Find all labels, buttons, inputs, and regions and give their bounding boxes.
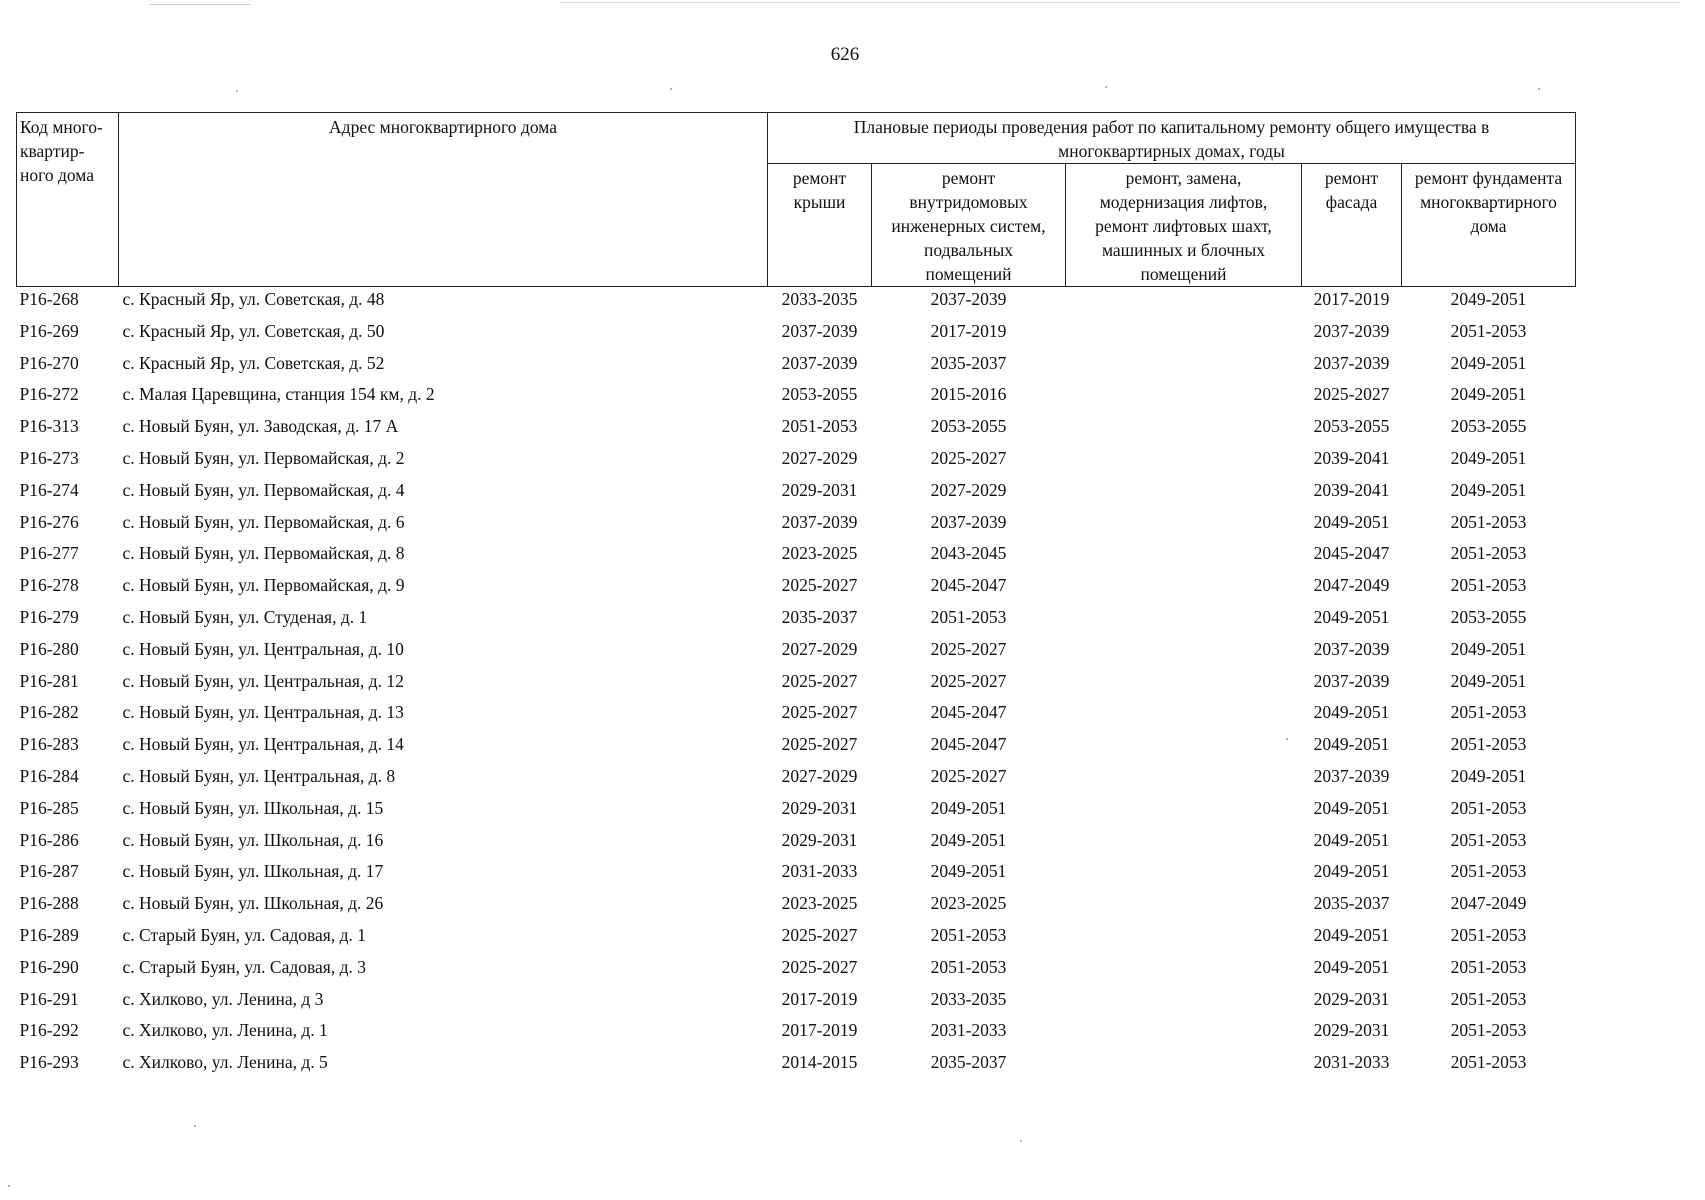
cell-code: P16-288	[19, 893, 79, 914]
table-row	[17, 382, 1576, 414]
cell-code: P16-281	[19, 670, 79, 691]
cell-address: с. Новый Буян, ул. Первомайская, д. 9	[122, 575, 405, 596]
cell-engineering: 2051-2053	[930, 956, 1007, 977]
cell-elevators	[1066, 573, 1302, 605]
cell-foundation: 2051-2053	[1450, 797, 1527, 818]
cell-code: P16-283	[19, 734, 79, 755]
cell-code: P16-276	[19, 511, 79, 532]
cell-foundation: 2051-2053	[1450, 511, 1527, 532]
cell-roof: 2037-2039	[781, 352, 858, 373]
cell-roof: 2023-2025	[781, 893, 858, 914]
cell-engineering: 2025-2027	[930, 447, 1007, 468]
cell-foundation: 2051-2053	[1450, 575, 1527, 596]
cell-engineering: 2049-2051	[930, 797, 1007, 818]
cell-code: P16-287	[19, 861, 79, 882]
cell-foundation: 2053-2055	[1450, 416, 1527, 437]
cell-foundation: 2051-2053	[1450, 829, 1527, 850]
cell-roof: 2027-2029	[781, 447, 858, 468]
cell-elevators	[1066, 923, 1302, 955]
cell-foundation: 2049-2051	[1450, 384, 1527, 405]
cell-engineering: 2049-2051	[930, 829, 1007, 850]
cell-roof: 2025-2027	[781, 734, 858, 755]
cell-code: P16-280	[19, 638, 79, 659]
cell-code: P16-291	[19, 988, 79, 1009]
cell-engineering: 2037-2039	[930, 289, 1007, 309]
cell-foundation: 2051-2053	[1450, 320, 1527, 341]
cell-roof: 2025-2027	[781, 702, 858, 723]
cell-foundation: 2051-2053	[1450, 1020, 1527, 1041]
cell-address: с. Новый Буян, ул. Школьная, д. 26	[122, 893, 384, 914]
table-row	[17, 414, 1576, 446]
cell-engineering: 2025-2027	[930, 765, 1007, 786]
cell-address: с. Старый Буян, ул. Садовая, д. 1	[122, 924, 366, 945]
cell-address: с. Новый Буян, ул. Центральная, д. 13	[122, 702, 404, 723]
cell-code: P16-277	[19, 543, 79, 564]
cell-engineering: 2017-2019	[930, 320, 1007, 341]
cell-engineering: 2033-2035	[930, 988, 1007, 1009]
scan-artifact-line	[150, 4, 250, 5]
cell-roof: 2029-2031	[781, 479, 858, 500]
cell-facade: 2039-2041	[1313, 479, 1390, 500]
scan-artifact-line	[560, 2, 1680, 3]
table-row	[17, 700, 1576, 732]
cell-engineering: 2045-2047	[930, 734, 1007, 755]
cell-facade: 2025-2027	[1313, 384, 1390, 405]
cell-address: с. Новый Буян, ул. Первомайская, д. 6	[122, 511, 405, 532]
table-row	[17, 637, 1576, 669]
scan-speck	[194, 1125, 196, 1127]
cell-roof: 2025-2027	[781, 575, 858, 596]
cell-roof: 2029-2031	[781, 829, 858, 850]
cell-code: P16-284	[19, 765, 79, 786]
scan-speck	[1020, 1140, 1022, 1142]
cell-engineering: 2015-2016	[930, 384, 1007, 405]
cell-elevators	[1066, 764, 1302, 796]
cell-elevators	[1066, 987, 1302, 1019]
cell-elevators	[1066, 828, 1302, 860]
cell-elevators	[1066, 478, 1302, 510]
cell-code: P16-286	[19, 829, 79, 850]
scan-speck	[236, 90, 238, 92]
cell-address: с. Новый Буян, ул. Центральная, д. 8	[122, 765, 396, 786]
cell-foundation: 2051-2053	[1450, 956, 1527, 977]
header-roof: ремонт крыши	[768, 164, 872, 287]
cell-address: с. Новый Буян, ул. Школьная, д. 15	[122, 797, 384, 818]
cell-elevators	[1066, 1018, 1302, 1050]
cell-facade: 2037-2039	[1313, 320, 1390, 341]
cell-facade: 2045-2047	[1313, 543, 1390, 564]
cell-elevators	[1066, 859, 1302, 891]
cell-roof: 2029-2031	[781, 797, 858, 818]
cell-roof: 2027-2029	[781, 638, 858, 659]
capital-repair-schedule-table	[16, 112, 1576, 1082]
cell-roof: 2031-2033	[781, 861, 858, 882]
cell-roof: 2025-2027	[781, 956, 858, 977]
cell-facade: 2049-2051	[1313, 606, 1390, 627]
cell-elevators	[1066, 955, 1302, 987]
cell-engineering: 2035-2037	[930, 352, 1007, 373]
table-row	[17, 764, 1576, 796]
cell-code: P16-268	[19, 289, 79, 309]
cell-facade: 2035-2037	[1313, 893, 1390, 914]
table-row	[17, 446, 1576, 478]
table-header	[17, 113, 1576, 287]
header-engineering: ремонт внутридомовых инженерных систем, подвальных помещений	[872, 164, 1066, 287]
cell-roof: 2053-2055	[781, 384, 858, 405]
cell-elevators	[1066, 732, 1302, 764]
cell-elevators	[1066, 1050, 1302, 1082]
cell-address: с. Хилково, ул. Ленина, д. 1	[122, 1020, 328, 1041]
cell-address: с. Новый Буян, ул. Школьная, д. 16	[122, 829, 384, 850]
cell-foundation: 2049-2051	[1450, 765, 1527, 786]
cell-facade: 2017-2019	[1313, 289, 1390, 309]
cell-code: P16-273	[19, 447, 79, 468]
cell-address: с. Хилково, ул. Ленина, д 3	[122, 988, 324, 1009]
scan-speck	[8, 1185, 10, 1187]
cell-address: с. Новый Буян, ул. Заводская, д. 17 А	[122, 416, 399, 437]
cell-facade: 2053-2055	[1313, 416, 1390, 437]
cell-address: с. Хилково, ул. Ленина, д. 5	[122, 1052, 328, 1073]
cell-elevators	[1066, 287, 1302, 319]
cell-facade: 2037-2039	[1313, 670, 1390, 691]
cell-address: с. Красный Яр, ул. Советская, д. 50	[122, 320, 385, 341]
cell-elevators	[1066, 669, 1302, 701]
cell-facade: 2049-2051	[1313, 829, 1390, 850]
cell-address: с. Новый Буян, ул. Студеная, д. 1	[122, 606, 368, 627]
table-row	[17, 891, 1576, 923]
cell-roof: 2051-2053	[781, 416, 858, 437]
cell-roof: 2023-2025	[781, 543, 858, 564]
cell-foundation: 2051-2053	[1450, 702, 1527, 723]
table-row	[17, 1050, 1576, 1082]
cell-foundation: 2049-2051	[1450, 479, 1527, 500]
header-foundation: ремонт фундамента многоквартирного дома	[1402, 164, 1576, 287]
cell-address: с. Новый Буян, ул. Школьная, д. 17	[122, 861, 384, 882]
cell-roof: 2037-2039	[781, 511, 858, 532]
cell-engineering: 2027-2029	[930, 479, 1007, 500]
cell-elevators	[1066, 637, 1302, 669]
scan-speck	[1286, 738, 1288, 740]
header-address: Адрес многоквартирного дома	[119, 113, 768, 287]
cell-foundation: 2051-2053	[1450, 1052, 1527, 1073]
cell-address: с. Новый Буян, ул. Первомайская, д. 4	[122, 479, 405, 500]
table-row	[17, 987, 1576, 1019]
cell-code: P16-292	[19, 1020, 79, 1041]
cell-facade: 2031-2033	[1313, 1052, 1390, 1073]
cell-foundation: 2051-2053	[1450, 543, 1527, 564]
page-number: 626	[830, 44, 860, 65]
cell-elevators	[1066, 700, 1302, 732]
cell-foundation: 2053-2055	[1450, 606, 1527, 627]
table-row	[17, 478, 1576, 510]
cell-engineering: 2051-2053	[930, 606, 1007, 627]
table-row	[17, 859, 1576, 891]
cell-code: P16-285	[19, 797, 79, 818]
table-row	[17, 955, 1576, 987]
cell-engineering: 2031-2033	[930, 1020, 1007, 1041]
table-row	[17, 510, 1576, 542]
scan-speck	[1538, 88, 1540, 90]
cell-roof: 2017-2019	[781, 988, 858, 1009]
cell-address: с. Красный Яр, ул. Советская, д. 48	[122, 289, 385, 309]
cell-facade: 2049-2051	[1313, 861, 1390, 882]
cell-code: P16-282	[19, 702, 79, 723]
cell-engineering: 2037-2039	[930, 511, 1007, 532]
cell-address: с. Новый Буян, ул. Центральная, д. 14	[122, 734, 404, 755]
cell-code: P16-289	[19, 924, 79, 945]
cell-address: с. Новый Буян, ул. Первомайская, д. 8	[122, 543, 405, 564]
cell-facade: 2049-2051	[1313, 956, 1390, 977]
table-row	[17, 923, 1576, 955]
cell-engineering: 2025-2027	[930, 670, 1007, 691]
cell-roof: 2033-2035	[781, 289, 858, 309]
cell-address: с. Красный Яр, ул. Советская, д. 52	[122, 352, 385, 373]
cell-elevators	[1066, 446, 1302, 478]
table-body	[17, 287, 1576, 1082]
cell-address: с. Старый Буян, ул. Садовая, д. 3	[122, 956, 366, 977]
cell-roof: 2037-2039	[781, 320, 858, 341]
header-elevators: ремонт, замена, модернизация лифтов, ремонт лифтовых шахт, машинных и блочных помещений	[1066, 164, 1302, 287]
table-row	[17, 828, 1576, 860]
cell-engineering: 2053-2055	[930, 416, 1007, 437]
cell-elevators	[1066, 796, 1302, 828]
cell-engineering: 2035-2037	[930, 1052, 1007, 1073]
cell-facade: 2029-2031	[1313, 988, 1390, 1009]
cell-facade: 2049-2051	[1313, 924, 1390, 945]
cell-foundation: 2049-2051	[1450, 638, 1527, 659]
cell-roof: 2027-2029	[781, 765, 858, 786]
cell-roof: 2014-2015	[781, 1052, 858, 1073]
cell-facade: 2049-2051	[1313, 734, 1390, 755]
cell-elevators	[1066, 382, 1302, 414]
cell-elevators	[1066, 605, 1302, 637]
cell-address: с. Новый Буян, ул. Первомайская, д. 2	[122, 447, 405, 468]
cell-engineering: 2045-2047	[930, 575, 1007, 596]
cell-engineering: 2051-2053	[930, 924, 1007, 945]
table-row	[17, 605, 1576, 637]
header-periods-group: Плановые периоды проведения работ по капитальному ремонту общего имущества в многоквартирных домах, годы	[768, 113, 1576, 164]
cell-engineering: 2049-2051	[930, 861, 1007, 882]
cell-elevators	[1066, 351, 1302, 383]
table-row	[17, 669, 1576, 701]
cell-foundation: 2049-2051	[1450, 289, 1527, 309]
cell-foundation: 2051-2053	[1450, 924, 1527, 945]
cell-engineering: 2045-2047	[930, 702, 1007, 723]
cell-facade: 2049-2051	[1313, 797, 1390, 818]
table-row	[17, 732, 1576, 764]
cell-foundation: 2051-2053	[1450, 988, 1527, 1009]
table-row	[17, 351, 1576, 383]
cell-facade: 2049-2051	[1313, 702, 1390, 723]
cell-facade: 2037-2039	[1313, 638, 1390, 659]
cell-code: P16-272	[19, 384, 79, 405]
cell-foundation: 2049-2051	[1450, 447, 1527, 468]
cell-elevators	[1066, 414, 1302, 446]
cell-engineering: 2025-2027	[930, 638, 1007, 659]
cell-code: P16-270	[19, 352, 79, 373]
table-row	[17, 541, 1576, 573]
cell-elevators	[1066, 510, 1302, 542]
cell-engineering: 2023-2025	[930, 893, 1007, 914]
table-row	[17, 287, 1576, 319]
cell-address: с. Новый Буян, ул. Центральная, д. 12	[122, 670, 404, 691]
scan-speck	[1105, 86, 1107, 88]
scan-speck	[670, 88, 672, 90]
cell-foundation: 2047-2049	[1450, 893, 1527, 914]
cell-code: P16-313	[19, 416, 79, 437]
cell-facade: 2037-2039	[1313, 352, 1390, 373]
cell-engineering: 2043-2045	[930, 543, 1007, 564]
cell-code: P16-279	[19, 606, 79, 627]
cell-roof: 2025-2027	[781, 924, 858, 945]
cell-foundation: 2051-2053	[1450, 861, 1527, 882]
cell-code: P16-274	[19, 479, 79, 500]
table-row	[17, 796, 1576, 828]
table-row	[17, 319, 1576, 351]
cell-facade: 2049-2051	[1313, 511, 1390, 532]
cell-roof: 2017-2019	[781, 1020, 858, 1041]
cell-address: с. Новый Буян, ул. Центральная, д. 10	[122, 638, 404, 659]
table-row	[17, 573, 1576, 605]
header-facade: ремонт фасада	[1302, 164, 1402, 287]
cell-code: P16-278	[19, 575, 79, 596]
cell-code: P16-269	[19, 320, 79, 341]
cell-roof: 2035-2037	[781, 606, 858, 627]
cell-elevators	[1066, 319, 1302, 351]
cell-foundation: 2049-2051	[1450, 670, 1527, 691]
table-row	[17, 1018, 1576, 1050]
cell-facade: 2037-2039	[1313, 765, 1390, 786]
cell-foundation: 2051-2053	[1450, 734, 1527, 755]
cell-elevators	[1066, 541, 1302, 573]
cell-elevators	[1066, 891, 1302, 923]
cell-address: с. Малая Царевщина, станция 154 км, д. 2	[122, 384, 435, 405]
cell-code: P16-293	[19, 1052, 79, 1073]
cell-code: P16-290	[19, 956, 79, 977]
cell-roof: 2025-2027	[781, 670, 858, 691]
header-code: Код много- квартир- ного дома	[17, 113, 119, 287]
cell-facade: 2047-2049	[1313, 575, 1390, 596]
cell-facade: 2039-2041	[1313, 447, 1390, 468]
cell-facade: 2029-2031	[1313, 1020, 1390, 1041]
cell-foundation: 2049-2051	[1450, 352, 1527, 373]
